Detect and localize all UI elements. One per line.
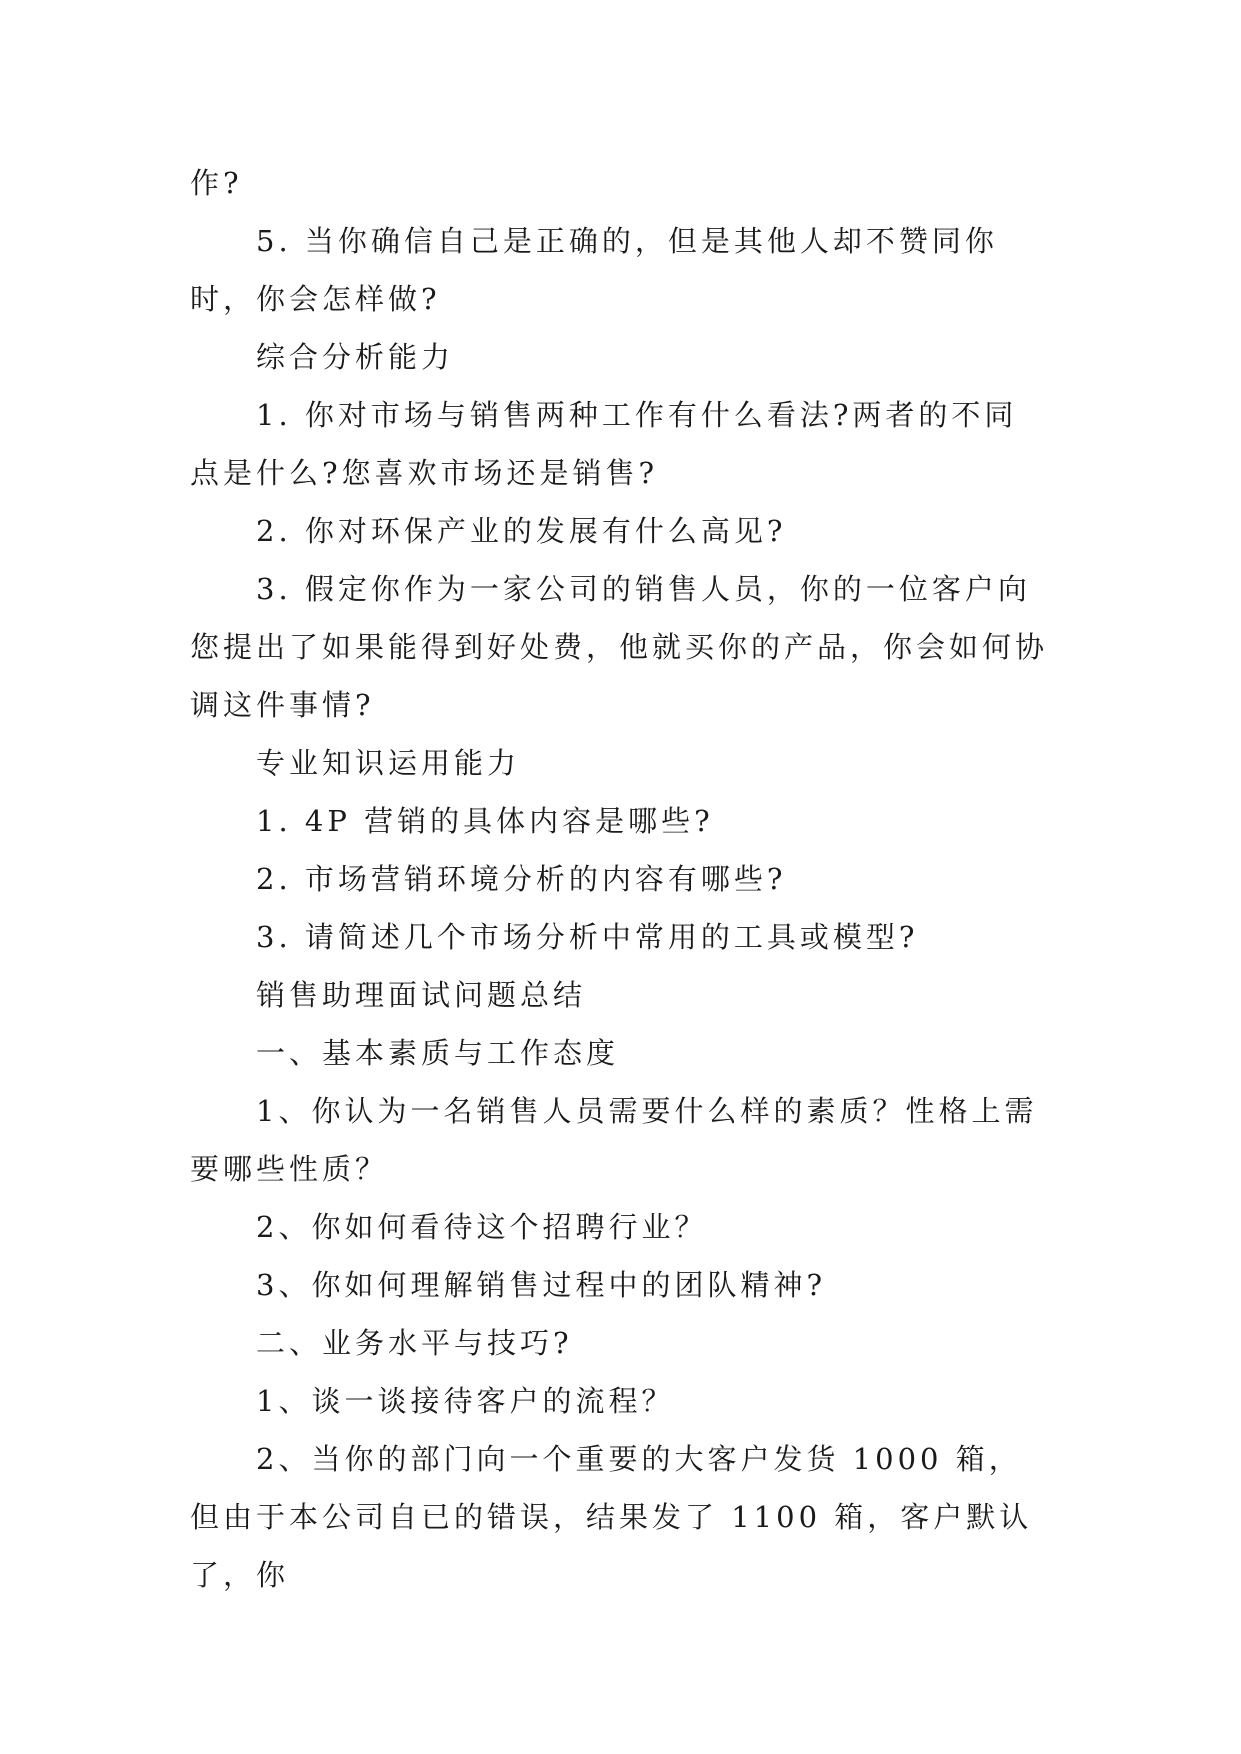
paragraph-knowledge-q1: 1. 4P 营销的具体内容是哪些? <box>256 804 714 838</box>
paragraph-continuation: 作? <box>190 166 243 200</box>
document-body <box>190 154 1050 1604</box>
paragraph-knowledge-q2: 2. 市场营销环境分析的内容有哪些? <box>256 862 787 896</box>
section-heading-analysis: 综合分析能力 <box>256 340 455 374</box>
paragraph-business-q1: 1、谈一谈接待客户的流程？ <box>256 1384 675 1418</box>
paragraph-knowledge-q3: 3. 请简述几个市场分析中常用的工具或模型? <box>256 920 919 954</box>
paragraph-basic-q2: 2、你如何看待这个招聘行业？ <box>256 1210 708 1244</box>
section-heading-summary: 销售助理面试问题总结 <box>256 978 587 1012</box>
paragraph-analysis-q3: 3. 假定你作为一家公司的销售人员，你的一位客户向您提出了如果能得到好处费，他就买你的产品，你会如何协调这件事情? <box>190 572 1049 722</box>
paragraph-question-5: 5. 当你确信自己是正确的，但是其他人却不赞同你时，你会怎样做? <box>190 224 998 316</box>
section-heading-basic-quality: 一、基本素质与工作态度 <box>256 1036 620 1070</box>
paragraph-basic-q3: 3、你如何理解销售过程中的团队精神? <box>256 1268 826 1302</box>
paragraph-business-q2: 2、当你的部门向一个重要的大客户发货 1000 箱，但由于本公司自已的错误，结果发了 1100 箱，客户默认了，你 <box>190 1442 1033 1592</box>
paragraph-basic-q1: 1、你认为一名销售人员需要什么样的素质？性格上需要哪些性质？ <box>190 1094 1038 1186</box>
paragraph-analysis-q2: 2. 你对环保产业的发展有什么高见? <box>256 514 787 548</box>
section-heading-knowledge: 专业知识运用能力 <box>256 746 521 780</box>
section-heading-business-skills: 二、业务水平与技巧? <box>256 1326 573 1360</box>
paragraph-analysis-q1: 1. 你对市场与销售两种工作有什么看法?两者的不同点是什么?您喜欢市场还是销售? <box>190 398 1018 490</box>
